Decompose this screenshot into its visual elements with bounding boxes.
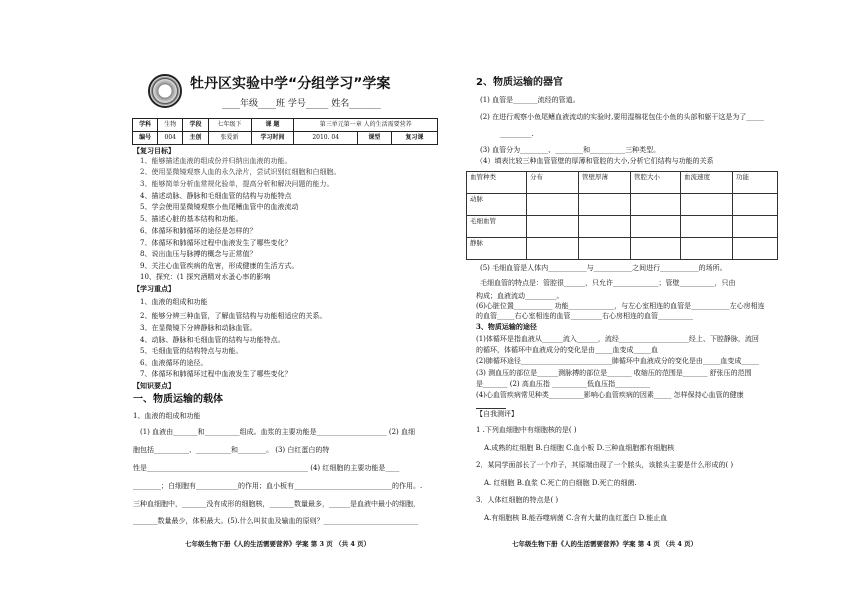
info-cell: 学段 (183, 119, 208, 132)
goal-item: 1、能够描述血液的组成份并归纳出血液的功能。 (140, 157, 292, 165)
goal-item: 5、描述心脏的基本结构和功能。 (140, 215, 243, 223)
section-1-title: 一、物质运输的载体 (133, 394, 223, 405)
table-header: 分布 (527, 172, 579, 194)
table-row (467, 216, 778, 238)
answer-cell[interactable] (733, 216, 778, 238)
question-line: (1) 血管是_______流经的管道。 (480, 96, 580, 104)
row-label: 毛细血管 (467, 216, 527, 238)
question-line: (5) 毛细血管是人体内___________与___________之间进行___________的场所。 (480, 264, 727, 272)
answer-cell[interactable] (631, 194, 681, 216)
info-cell: 第三单元第一章 人的生活需要营养 (294, 119, 438, 132)
info-cell: 2010. 04 (294, 132, 357, 145)
table-row (467, 194, 778, 216)
goal-item: 3、能够简单分析血常规化验单，提高分析和解决问题的能力。 (140, 180, 334, 188)
answer-cell[interactable] (579, 238, 631, 260)
goal-item: 9、关注心血管疾病的危害，形成健康的生活方式。 (140, 262, 299, 270)
info-cell: 主创 (183, 132, 208, 145)
answer-cell[interactable] (631, 216, 681, 238)
info-cell: 课 题 (251, 119, 294, 132)
answer-cell[interactable] (579, 216, 631, 238)
question-line: (2)肺循环途径__________________________肺循环中血液成分的变化是由_____血变成_____ (476, 357, 759, 365)
info-cell: 七年级下 (208, 119, 251, 132)
subsection-1: 1、血液的组成和功能 (133, 412, 201, 420)
answer-cell[interactable] (527, 238, 579, 260)
test-question: 1 .下列血细胞中有细胞核的是( ) (476, 426, 577, 434)
test-question: 3．人体红细胞的特点是( ) (476, 496, 559, 504)
page-footer: 七年级生物下册《人的生活需要营养》学案 第 3 页 （共 4 页） (185, 540, 371, 548)
info-cell: 学科 (133, 119, 158, 132)
answer-cell[interactable] (579, 194, 631, 216)
question-line: (3) 血管分为________、________和__________三种类型。 (480, 146, 661, 154)
key-item: 1、血液的组成和功能 (140, 298, 208, 306)
goal-item: 7、体循环和肺循环过程中血液发生了哪些变化？ (140, 239, 292, 247)
row-label: 动脉 (467, 194, 527, 216)
question-line: 的循环，体循环中血液成分的变化是由_____血变成_____血 (476, 346, 658, 354)
info-cell: 张爱新 (208, 132, 251, 145)
question-line: ________；白细胞有____________的作用；血小板有____________________________的作用。. (133, 482, 423, 490)
question-line: 三种血细胞中，_______没有成形的细胞核，_______数量最多，______是血液中最小的细胞， (133, 500, 420, 508)
question-line: 胞包括__________、__________和________。 (3) 白红蛋白的特 (133, 446, 330, 454)
question-line: 性是______________________________________________ (4) 红细胞的主要功能是____ (133, 464, 400, 472)
answer-cell[interactable] (733, 238, 778, 260)
info-row (133, 132, 438, 145)
answer-cell[interactable] (631, 238, 681, 260)
test-options: A. 红细胞 B.血浆 C.死亡的白细胞 D.死亡的细菌. (484, 479, 637, 487)
goal-item: 8、说出血压与脉搏的概念与正常值？ (140, 250, 257, 258)
question-line: 构成；血液流动_________。 (476, 292, 564, 300)
answer-cell[interactable] (681, 216, 733, 238)
question-line: (2) 在进行观察小鱼尾鳍血液流动的实验时,要用湿棉花包住小鱼的头部和躯干这是为了_____ (480, 113, 764, 121)
table-header: 血管种类 (467, 172, 527, 194)
table-header: 血流速度 (681, 172, 733, 194)
table-header-row (467, 172, 778, 194)
test-question: 2．某同学面部长了一个疖子，其原端由现了一个脓头，该脓头主要是什么形成的( ) (476, 461, 734, 469)
test-options: A.成熟的红细胞 B.白细胞 C.血小板 D.三种血细胞都有细胞核 (484, 444, 675, 452)
school-logo-icon (148, 74, 182, 108)
info-cell: 生物 (158, 119, 183, 132)
question-line: （4）填表比较三种血管管壁的厚薄和管腔的大小,分析它们结构与功能的关系 (476, 157, 714, 165)
key-item: 6、血液循环的途径。 (140, 359, 208, 367)
question-line: 的血管_____右心室相连的血管_________右心房相连的血管__________ (476, 312, 693, 320)
goal-item: 5、学会使用显微镜观察小鱼尾鳍血管中的血液流动 (140, 203, 299, 211)
table-row (467, 238, 778, 260)
question-line: 是_______ (2) 高血压指 __________低血压指__________ (476, 380, 651, 388)
key-item: 2、能够分辨三种血管，了解血管结构与功能相适应的关系。 (140, 312, 327, 320)
info-cell: 课型 (357, 132, 391, 145)
key-points-heading: 【学习重点】 (133, 284, 175, 293)
vessel-comparison-table (466, 171, 778, 260)
question-line: _______数量最少，体积最大。(5).什么叫贫血及输血的原则？___________________________ (133, 517, 419, 525)
info-cell: 004 (158, 132, 183, 145)
info-cell: 编号 (133, 132, 158, 145)
key-item: 7、体循环和肺循环过程中血液发生了哪些变化？ (140, 370, 292, 378)
answer-cell[interactable] (733, 194, 778, 216)
info-row (133, 119, 438, 132)
question-line: (4)心血管疾病常见种类__________影响心血管疾病的因素_____ 怎样保持心血管的健康 (476, 391, 744, 399)
question-line: (6)心脏位置___________ 功能_____________，与左心室相连的血管是___________左心房相连 (476, 302, 765, 310)
goal-item: 10、探究：(1 探究酒精对水蚤心率的影响 (140, 273, 271, 281)
question-line: 毛细血管的特点是：管腔很______，只允许_____________；管壁__________，只由 (480, 279, 736, 287)
goal-item: 6、体循环和肺循环的途径是怎样的？ (140, 227, 257, 235)
knowledge-heading: 【知识要点】 (133, 381, 175, 390)
page-title: 牡丹区实验中学“分组学习”学案 (190, 76, 391, 92)
goal-item: 4、描述动脉、静脉和毛细血管的结构与功能特点 (140, 192, 292, 200)
page-footer: 七年级生物下册《人的生活需要营养》学案 第 4 页 （共 4 页） (512, 540, 698, 548)
info-cell: 复习课 (391, 132, 437, 145)
section-2-title: 2、物质运输的器官 (476, 77, 563, 88)
table-header: 管腔大小 (631, 172, 681, 194)
divider (476, 408, 506, 409)
row-label: 静脉 (467, 238, 527, 260)
section-3-title: 3、物质运输的途径 (476, 322, 537, 331)
self-test-heading: 【自我测评】 (476, 410, 518, 418)
test-options: A.有细胞核 B.能吞噬病菌 C.含有大量的血红蛋白 D.能止血 (484, 514, 668, 522)
question-line: (1) 血液由_______和__________组成。血浆的主要功能是____________________ (2) 血细 (140, 428, 416, 436)
answer-cell[interactable] (527, 216, 579, 238)
question-line: _________. (500, 130, 534, 138)
table-header: 管壁厚薄 (579, 172, 631, 194)
question-line: (3) 测血压的部位是______测脉搏的部位是_______ 收缩压的范围是_______ 舒张压的范围 (476, 369, 752, 377)
key-item: 5、毛细血管的结构特点与功能。 (140, 347, 243, 355)
key-item: 3、在显微镜下分辨静脉和动脉血管。 (140, 324, 257, 332)
table-header: 功能 (733, 172, 778, 194)
info-table (132, 118, 438, 145)
goal-item: 2、使用显微镜观察人血的永久涂片，尝试识别红细胞和白细胞。 (140, 168, 341, 176)
class-info-line: ____年级____班 学号_____ 姓名_______ (222, 99, 381, 109)
answer-cell[interactable] (681, 238, 733, 260)
answer-cell[interactable] (527, 194, 579, 216)
key-item: 4、动脉、静脉和毛细血管的结构与功能特点。 (140, 336, 285, 344)
info-cell: 学习时间 (251, 132, 294, 145)
answer-cell[interactable] (681, 194, 733, 216)
goals-heading: 【复习目标】 (133, 146, 175, 155)
question-line: (1)体循环是指血液从______流入______，流经____________________经上、下腔静脉，流回 (476, 335, 759, 343)
